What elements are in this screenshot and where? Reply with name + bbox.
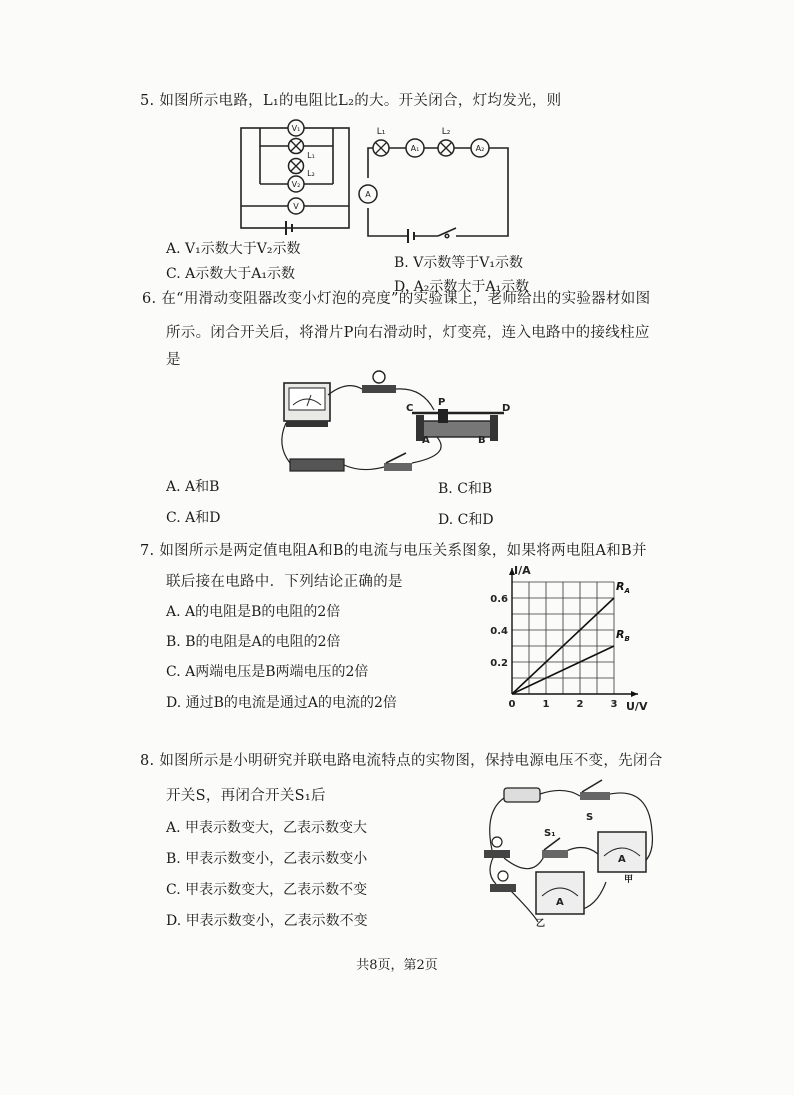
- q8-stem-line2: 开关S，再闭合开关S₁后: [166, 788, 326, 804]
- q5-option-a: A. V₁示数大于V₂示数: [166, 241, 301, 257]
- q5-a1-label: A₁: [410, 144, 420, 153]
- q6-stem-line1: 6. 在“用滑动变阻器改变小灯泡的亮度”的实验课上，老师给出的实验器材如图: [142, 291, 651, 307]
- q7-stem-line1: 7. 如图所示是两定值电阻A和B的电流与电压关系图象，如果将两电阻A和B并: [140, 543, 647, 559]
- q5-stem: 5. 如图所示电路，L₁的电阻比L₂的大。开关闭合，灯均发光，则: [140, 93, 562, 109]
- x-tick-label: 2: [576, 699, 584, 710]
- q7-chart-series: [512, 580, 630, 694]
- q8-option-b: B. 甲表示数变小，乙表示数变小: [166, 851, 368, 867]
- q5-option-d: D. A₂示数大于A₁示数: [394, 279, 530, 295]
- q8-switch-s-label: S: [586, 812, 594, 823]
- q6-terminal-c: C: [406, 403, 414, 414]
- q8-option-c: C. 甲表示数变大，乙表示数不变: [166, 882, 368, 898]
- q8-switch-s1-label: S₁: [544, 828, 556, 839]
- q5-option-c: C. A示数大于A₁示数: [166, 266, 295, 282]
- q8-option-a: A. 甲表示数变大，乙表示数变大: [166, 820, 368, 836]
- series-label-sub: A: [624, 587, 630, 595]
- q7-option-d: D. 通过B的电流是通过A的电流的2倍: [166, 695, 397, 711]
- q8-ammeter-yi-label: 乙: [536, 919, 546, 929]
- q8-option-d: D. 甲表示数变小，乙表示数不变: [166, 913, 368, 929]
- series-label-r_b: $R_B$: [616, 628, 630, 643]
- q5-v2-label: V₂: [291, 180, 301, 189]
- q8-parallel-circuit-figure: [474, 772, 674, 932]
- q8-ammeter-jia-symbol: A: [618, 854, 626, 865]
- series-label-sub: B: [624, 635, 630, 643]
- q6-apparatus-figure: [272, 365, 520, 480]
- y-tick-label: 0.2: [490, 658, 508, 669]
- y-tick-label: 0.6: [490, 594, 508, 605]
- q7-stem-line2: 联后接在电路中．下列结论正确的是: [166, 574, 403, 590]
- q7-chart-ticks: [490, 594, 617, 710]
- q8-ammeter-jia-label: 甲: [624, 875, 634, 885]
- q7-option-a: A. A的电阻是B的电阻的2倍: [166, 604, 341, 620]
- q5-l2-label-left: L₂: [307, 169, 315, 178]
- x-tick-label: 1: [542, 699, 550, 710]
- q6-stem-line2: 所示。闭合开关后，将滑片P向右滑动时，灯变亮，连入电路中的接线柱应: [166, 325, 650, 341]
- q6-option-c: C. A和D: [166, 510, 221, 526]
- q7-x-axis-label: U/V: [626, 700, 648, 713]
- x-tick-label: 0: [508, 699, 516, 710]
- q5-option-b: B. V示数等于V₁示数: [394, 255, 524, 271]
- q5-l1-label-right: L₁: [376, 127, 386, 137]
- q5-v1-label: V₁: [291, 124, 301, 133]
- q6-slider-p: P: [438, 397, 446, 408]
- q7-y-axis-label: I/A: [514, 564, 531, 577]
- q7-chart-grid: [512, 582, 614, 694]
- series-label-r_a: $R_A$: [616, 580, 630, 595]
- q7-option-c: C. A两端电压是B两端电压的2倍: [166, 664, 369, 680]
- q5-a-label: A: [365, 190, 371, 199]
- q6-option-d: D. C和D: [438, 512, 494, 528]
- q8-ammeter-yi-symbol: A: [556, 897, 564, 908]
- page-footer: 共8页，第2页: [356, 958, 438, 973]
- q6-option-a: A. A和B: [166, 479, 220, 495]
- q6-option-b: B. C和B: [438, 481, 493, 497]
- q8-stem-line1: 8. 如图所示是小明研究并联电路电流特点的实物图，保持电源电压不变，先闭合: [140, 753, 663, 769]
- x-axis-arrow: [631, 691, 638, 697]
- q5-circuit-figure: [238, 118, 518, 243]
- q6-terminal-b: B: [478, 435, 486, 446]
- q5-a2-label: A₂: [475, 144, 485, 153]
- q5-l1-label-left: L₁: [307, 151, 315, 160]
- y-tick-label: 0.4: [490, 626, 508, 637]
- q7-iu-chart: [484, 562, 654, 714]
- q7-option-b: B. B的电阻是A的电阻的2倍: [166, 634, 341, 650]
- q5-v-label: V: [293, 202, 299, 211]
- q6-terminal-a: A: [422, 435, 430, 446]
- q5-l2-label-right: L₂: [441, 127, 451, 137]
- x-tick-label: 3: [610, 699, 618, 710]
- q6-stem-line3: 是: [166, 352, 181, 368]
- q6-terminal-d: D: [502, 403, 511, 414]
